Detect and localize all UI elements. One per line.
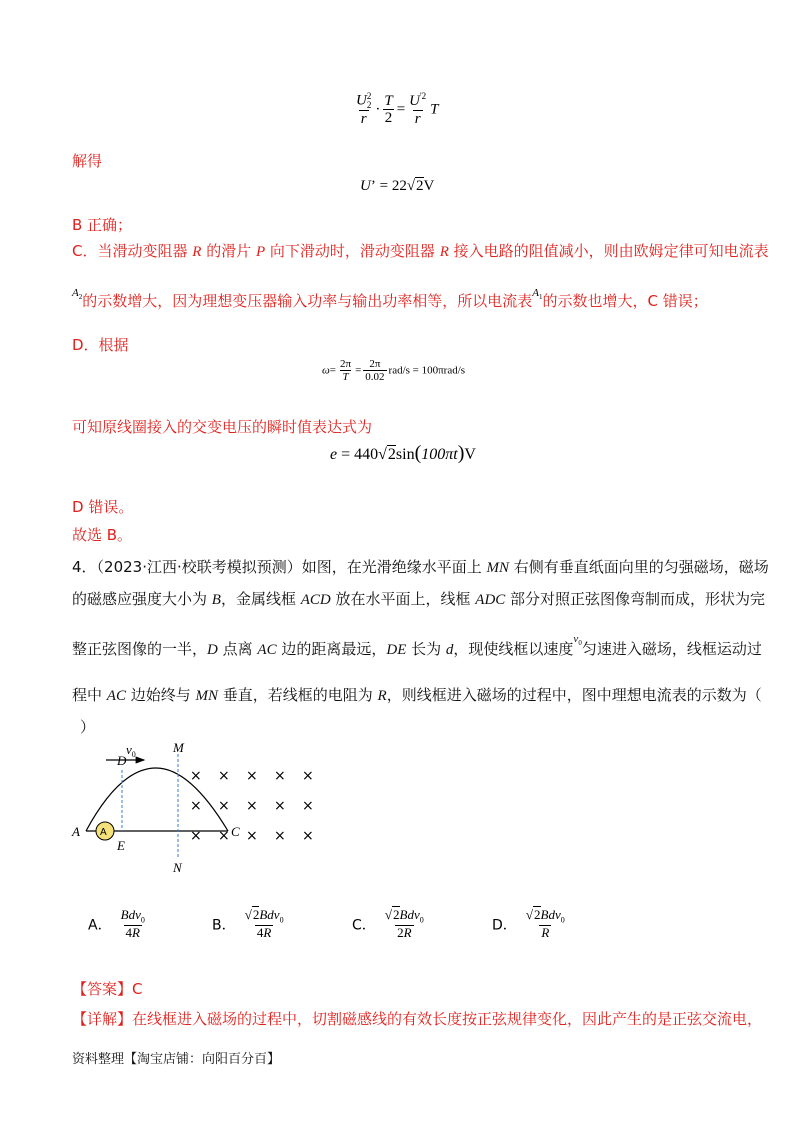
magnetic-field-crosses xyxy=(190,768,314,844)
equation-angular-frequency: ω= $\frac{2\pi}{T}$ = $\frac{2\pi}{0.02}$ rad/s = 100πrad/s xyxy=(322,358,466,384)
answer-line: 【答案】C xyxy=(72,980,143,998)
svg-text:×: × xyxy=(274,798,286,814)
svg-text:×: × xyxy=(246,768,258,784)
b-correct: B 正确； xyxy=(72,216,133,234)
svg-text:×: × xyxy=(190,828,202,844)
question-4-line4: 程中 AC 边始终与 MN 垂直，若线框的电阻为 R，则线框进入磁场的过程中，图中理想电流表的示数为（ xyxy=(72,686,762,704)
svg-text:×: × xyxy=(274,768,286,784)
sine-frame xyxy=(86,768,228,831)
svg-text:A: A xyxy=(100,827,107,838)
svg-text:×: × xyxy=(302,798,314,814)
svg-text:A: A xyxy=(72,824,80,839)
equation-effective-voltage: U’ = 22√2V xyxy=(360,178,435,194)
magnetic-field-figure xyxy=(68,740,338,875)
svg-text:×: × xyxy=(246,798,258,814)
equation-power-balance: U 2 2 r · $\frac{T}{2}$ = $\frac{U^{'2}}{r}$ T xyxy=(356,91,439,127)
svg-text:N: N xyxy=(173,860,182,875)
question-4-line3: 整正弦图像的一半，D 点离 AC 边的距离最远，DE 长为 d，现使线框以速度$^{v_0}$匀速进入磁场，线框运动过 xyxy=(72,633,762,658)
page-footer: 资料整理【淘宝店铺：向阳百分百】 xyxy=(72,1052,281,1067)
option-c-explanation-line1: C．当滑动变阻器 R 的滑片 P 向下滑动时，滑动变阻器 R 接入电路的阻值减小，则由欧姆定律可知电流表 xyxy=(72,242,769,260)
question-4-line5: ） xyxy=(80,718,96,736)
svg-text:×: × xyxy=(218,768,230,784)
svg-text:×: × xyxy=(190,798,202,814)
svg-text:×: × xyxy=(246,828,258,844)
svg-text:E: E xyxy=(117,838,125,853)
svg-text:×: × xyxy=(302,828,314,844)
svg-text:M: M xyxy=(173,740,184,755)
question-4-line2: 的磁感应强度大小为 B，金属线框 ACD 放在水平面上，线框 ADC 部分对照正弦图像弯制而成，形状为完 xyxy=(72,590,766,608)
option-b[interactable]: B． $\frac{√2Bdv_0}{4R}$ xyxy=(212,907,284,941)
d-wrong: D 错误。 xyxy=(72,498,134,516)
option-c[interactable]: C． $\frac{√2Bdv_0}{2R}$ xyxy=(352,907,424,941)
question-4-line1: 4．（2023·江西·校联考模拟预测）如图，在光滑绝缘水平面上 MN 右侧有垂直纸面向里的匀强磁场，磁场 xyxy=(72,558,769,576)
detail-line: 【详解】在线框进入磁场的过程中，切割磁感线的有效长度按正弦规律变化，因此产生的是正弦交流电， xyxy=(72,1010,763,1028)
answer-options xyxy=(88,908,728,948)
option-a[interactable]: A． $\frac{Bdv_0}{4R}$ xyxy=(88,907,145,941)
solve-label: 解得 xyxy=(72,152,103,170)
svg-text:×: × xyxy=(218,828,230,844)
svg-text:×: × xyxy=(302,768,314,784)
option-d[interactable]: D． $\frac{√2Bdv_0}{R}$ xyxy=(492,907,565,941)
instantaneous-voltage-intro: 可知原线圈接入的交变电压的瞬时值表达式为 xyxy=(72,418,373,436)
svg-text:×: × xyxy=(190,768,202,784)
svg-text:D: D xyxy=(117,753,127,768)
svg-text:×: × xyxy=(218,798,230,814)
final-choice: 故选 B。 xyxy=(72,526,133,544)
option-d-label: D．根据 xyxy=(72,336,129,354)
option-c-explanation-line2: $^{A_2}$的示数增大，因为理想变压器输入功率与输出功率相等，所以电流表$^{A_1}$的示数也增大，C 错误； xyxy=(72,287,708,310)
svg-text:v0: $v_0$ xyxy=(126,742,136,759)
svg-text:C: C xyxy=(231,824,240,839)
equation-instantaneous-voltage: e = 440√2sin(100πt)V xyxy=(330,442,476,464)
svg-text:×: × xyxy=(274,828,286,844)
